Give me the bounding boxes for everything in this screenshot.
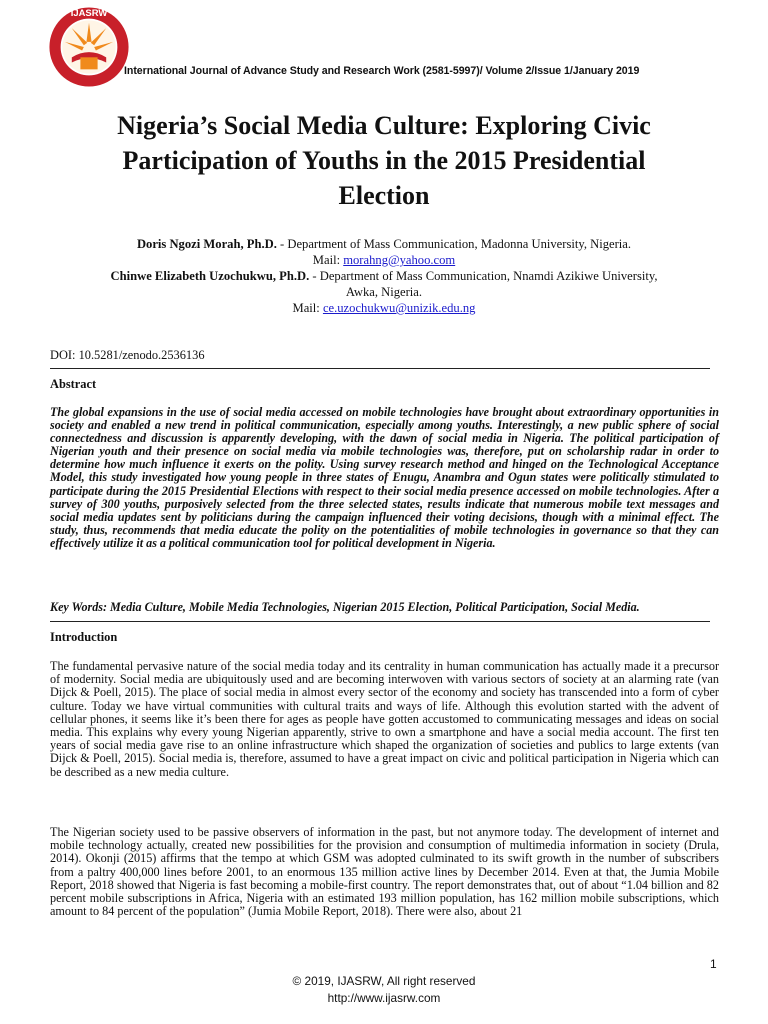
- journal-url[interactable]: http://www.ijasrw.com: [327, 991, 441, 1005]
- page-footer: [0, 973, 768, 1007]
- title-line-3: Election: [338, 181, 430, 210]
- introduction-heading: Introduction: [50, 630, 118, 644]
- doi[interactable]: DOI: 10.5281/zenodo.2536136: [50, 348, 205, 362]
- journal-citation-line: International Journal of Advance Study and Research Work (2581-5997)/ Volume 2/Issue 1/January 2019: [124, 65, 640, 77]
- divider-rule: [50, 621, 710, 622]
- author-2-mail-line: [40, 300, 728, 316]
- journal-logo: [46, 4, 132, 90]
- author-1-email-link[interactable]: morahng@yahoo.com: [343, 253, 456, 267]
- author-1-affiliation: - Department of Mass Communication, Madonna University, Nigeria.: [276, 237, 632, 251]
- page-number: 1: [710, 957, 717, 971]
- author-1-name: Doris Ngozi Morah, Ph.D.: [136, 237, 277, 251]
- author-2-email-link[interactable]: ce.uzochukwu@unizik.edu.ng: [322, 301, 476, 315]
- abstract-text: The global expansions in the use of social media accessed on mobile technologies have brought about extraordinary opportunities in society and enabled a new trend in political communication, especially among youths. Interestingly, a new public sphere of social connectedness and discussion is apparently developing, with the dawn of social media in Nigeria. The political participation of Nigerian youth and their presence on social media via mobile technologies was, therefore, put on scholarship radar in order to determine how much influence it exerts on the polity. Using survey research method and hinged on the Technological Acceptance Model, this study investigated how young people in three states of Enugu, Anambra and Ogun states were politically stimulated to participate during the 2015 Presidential Elections with respect to their social media presence accessed on mobile technologies. After a survey of 300 youths, purposively selected from the three selected states, results indicate that numerous mobile text messages and social media updates sent by politicians during the campaign influenced their voting decisions, though with a minimal effect. The study, thus, recommends that media educate the polity on the potentialities of mobile technologies in governance so that they can effectively utilize it as a political communication tool for political development in Nigeria.: [50, 405, 719, 550]
- mail-label: Mail:: [292, 301, 323, 315]
- divider-rule: [50, 368, 710, 369]
- author-2-affiliation-cont: Awka, Nigeria.: [345, 285, 423, 299]
- title-line-1: Nigeria’s Social Media Culture: Exploring Civic: [117, 111, 651, 140]
- author-2-line: [40, 268, 728, 284]
- paper-title: [40, 108, 728, 213]
- author-2-name: Chinwe Elizabeth Uzochukwu, Ph.D.: [110, 269, 310, 283]
- author-1-line: [40, 236, 728, 252]
- author-1-mail-line: [40, 252, 728, 268]
- author-2-affiliation: - Department of Mass Communication, Nnamdi Azikiwe University,: [309, 269, 658, 283]
- author-block: [40, 236, 728, 316]
- introduction-paragraph-2: The Nigerian society used to be passive observers of information in the past, but not anymore today. The development of internet and mobile technology actually, created new possibilities for the provision and consumption of multimedia information in society (Drula, 2014). Okonji (2015) affirms that the tempo at which GSM was adopted culminated to its swift growth in the number of subscribers from a paltry 400,000 lines before 2001, to an enormous 135 million active lines by December 2014. Even at that, the Jumia Mobile Report, 2018 showed that Nigeria is fast becoming a mobile-first country. The report demonstrates that, out of about “1.04 billion and 82 percent mobile subscriptions in Africa, Nigeria with an estimated 193 million population, has 162 million mobile subscriptions, which amount to 84 percent of the population” (Jumia Mobile Report, 2018). There were also, about 21: [50, 825, 719, 919]
- abstract-heading: Abstract: [50, 377, 97, 391]
- copyright-notice: © 2019, IJASRW, All right reserved: [292, 974, 476, 988]
- keywords: Key Words: Media Culture, Mobile Media Technologies, Nigerian 2015 Election, Political Participation, Social Media.: [50, 600, 640, 614]
- logo-text: IJASRW: [70, 8, 108, 20]
- mail-label: Mail:: [312, 253, 344, 267]
- introduction-paragraph-1: The fundamental pervasive nature of the social media today and its centrality in human communication has actually made it a precursor of modernity. Social media are ubiquitously used and are becoming interwoven with various sectors of society at an alarming rate (van Dijck & Poell, 2015). The place of social media in almost every sector of the economy and society has transcended into a form of cyber culture. Today we have virtual communities with cultural traits and ways of life. Although this evolution started with the advent of cellular phones, it seems like it’s been there for ages as people have gotten accustomed to communicating messages and ideas on social media. This explains why every young Nigerian apparently, strive to own a smartphone and have a social media account. The first ten years of social media gave rise to an online infrastructure which shaped the organization of societies and publics to large extents (van Dijck & Poell, 2015). Social media is, therefore, assumed to have a great impact on civic and political participation in Nigeria which can be described as a new media culture.: [50, 659, 719, 779]
- title-line-2: Participation of Youths in the 2015 Presidential: [122, 146, 646, 175]
